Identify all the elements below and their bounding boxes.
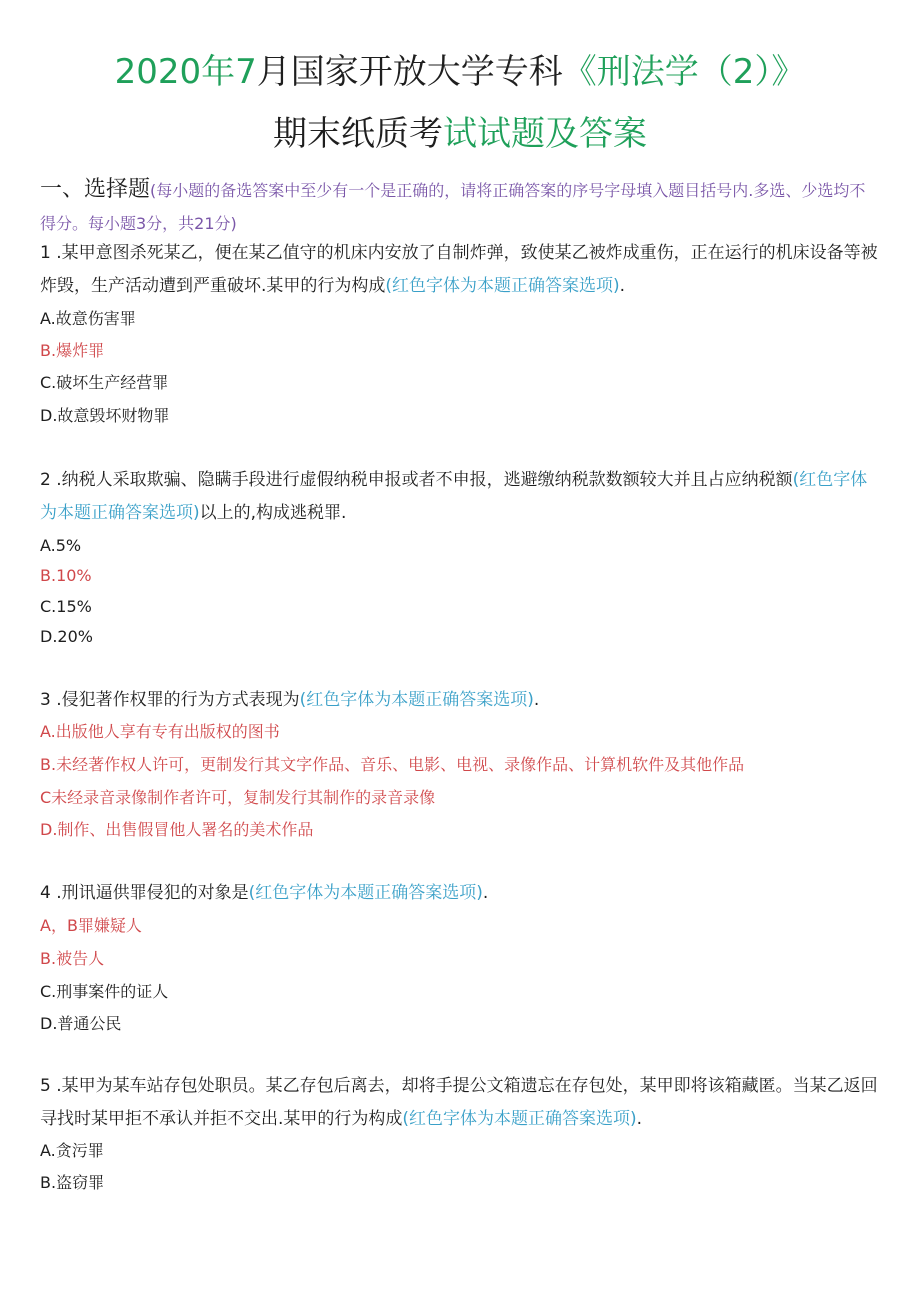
question-2-option-a: A.5% xyxy=(40,536,82,555)
question-3 xyxy=(40,684,880,717)
doc-title-line1 xyxy=(0,52,920,92)
question-4-option-b: B.被告人 xyxy=(40,949,105,968)
question-3-option-d: D.制作、出售假冒他人署名的美术作品 xyxy=(40,820,314,839)
question-5 xyxy=(40,1070,880,1136)
question-2 xyxy=(40,464,880,530)
title-exam: 期末纸质考 xyxy=(273,114,443,154)
question-1-hint: (红色字体为本题正确答案选项) xyxy=(385,276,620,296)
question-4 xyxy=(40,877,880,910)
question-1-option-d: D.故意毁坏财物罪 xyxy=(40,406,170,425)
question-3-option-b: B.未经著作权人许可，更制发行其文字作品、音乐、电影、电视、录像作品、计算机软件及其他作品 xyxy=(40,755,745,774)
question-5-hint: (红色字体为本题正确答案选项) xyxy=(402,1109,637,1129)
doc-title-line2 xyxy=(0,114,920,154)
question-2-option-d: D.20% xyxy=(40,627,93,646)
question-5-suffix: . xyxy=(636,1109,643,1129)
question-2-text: 2 .纳税人采取欺骗、隐瞒手段进行虚假纳税申报或者不申报，逃避缴纳税款数额较大并且占应纳税额 xyxy=(40,470,793,490)
question-5-text: 5 .某甲为某车站存包处职员。某乙存包后离去，却将手提公文箱遗忘在存包处，某甲即将该箱藏匿。当某乙返回寻找时某甲拒不承认并拒不交出.某甲的行为构成 xyxy=(40,1076,878,1129)
question-4-option-a: A，B罪嫌疑人 xyxy=(40,916,142,935)
question-3-hint: (红色字体为本题正确答案选项) xyxy=(299,690,534,710)
question-1 xyxy=(40,237,880,303)
question-3-suffix: . xyxy=(533,690,540,710)
question-1-text: 1 .某甲意图杀死某乙，便在某乙值守的机床内安放了自制炸弹，致使某乙被炸成重伤，正在运行的机床设备等被炸毁，生产活动遭到严重破坏.某甲的行为构成 xyxy=(40,243,878,296)
question-1-option-c: C.破坏生产经营罪 xyxy=(40,373,169,392)
title-course: 《刑法学（2）》 xyxy=(562,52,806,92)
question-1-option-b: B.爆炸罪 xyxy=(40,341,105,360)
title-year: 2020年7 xyxy=(114,52,257,92)
question-5-option-a: A.贪污罪 xyxy=(40,1141,104,1160)
question-5-option-b: B.盗窃罪 xyxy=(40,1173,105,1192)
question-2-hint: (红色字体为本题正确答案选项) xyxy=(40,470,868,523)
question-3-option-c: C未经录音录像制作者许可，复制发行其制作的录音录像 xyxy=(40,788,436,807)
question-4-option-c: C.刑事案件的证人 xyxy=(40,982,169,1001)
question-3-text: 3 .侵犯著作权罪的行为方式表现为 xyxy=(40,690,300,710)
title-answers: 试试题及答案 xyxy=(443,114,647,154)
question-2-option-c: C.15% xyxy=(40,597,92,616)
question-4-text: 4 .刑讯逼供罪侵犯的对象是 xyxy=(40,883,249,903)
section-title: 一、选择题 xyxy=(40,177,151,202)
question-4-suffix: . xyxy=(482,883,489,903)
question-1-option-a: A.故意伤害罪 xyxy=(40,309,136,328)
section-instruction: (每小题的备选答案中至少有一个是正确的，请将正确答案的序号字母填入题目括号内.多选、少选均不得分。每小题3分，共21分) xyxy=(40,181,866,233)
question-4-hint: (红色字体为本题正确答案选项) xyxy=(248,883,483,903)
question-4-option-d: D.普通公民 xyxy=(40,1014,122,1033)
question-3-option-a: A.出版他人享有专有出版权的图书 xyxy=(40,722,280,741)
question-1-suffix: . xyxy=(619,276,626,296)
section-heading xyxy=(40,173,880,240)
title-middle: 月国家开放大学专科 xyxy=(256,52,563,92)
question-2-suffix: 以上的,构成逃税罪. xyxy=(199,503,347,523)
question-2-option-b: B.10% xyxy=(40,566,92,585)
